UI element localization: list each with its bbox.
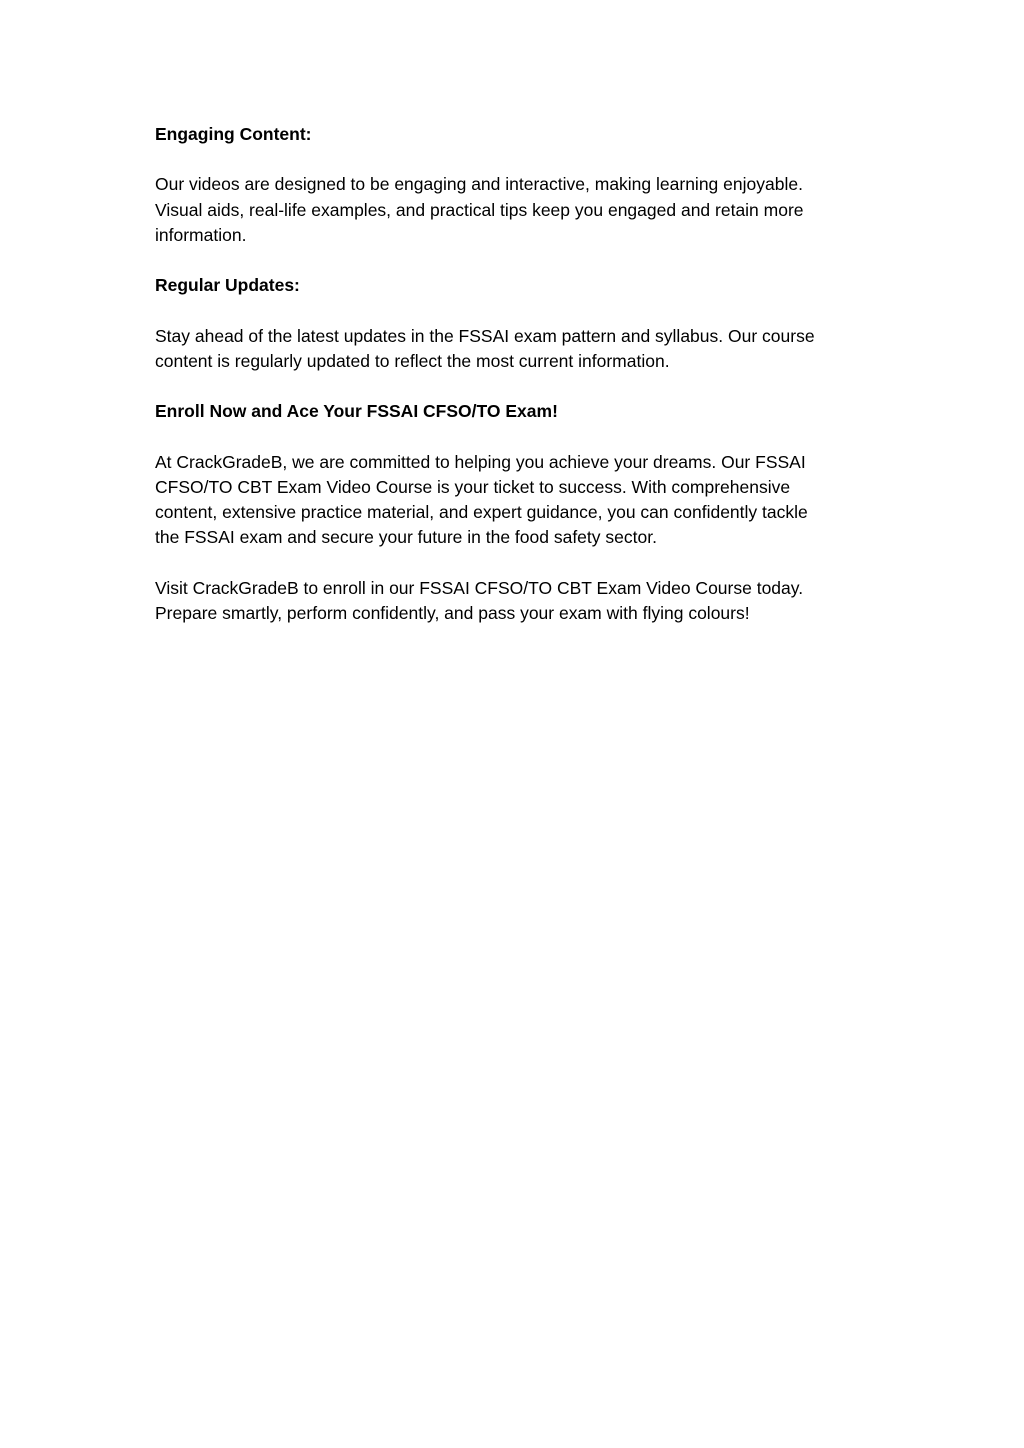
paragraph-line: content is regularly updated to reflect the most current information.	[155, 350, 670, 371]
paragraph-line: Prepare smartly, perform confidently, and pass your exam with flying colours!	[155, 602, 750, 623]
paragraph-line: information.	[155, 224, 247, 245]
paragraph-line: Our videos are designed to be engaging and interactive, making learning enjoyable.	[155, 174, 803, 195]
section-heading-engaging-content: Engaging Content:	[155, 124, 312, 144]
paragraph-engaging-content	[155, 172, 885, 248]
section-heading-enroll-now: Enroll Now and Ace Your FSSAI CFSO/TO Exam!	[155, 401, 558, 422]
paragraph-line: At CrackGradeB, we are committed to helping you achieve your dreams. Our FSSAI	[155, 451, 806, 472]
paragraph-line: Stay ahead of the latest updates in the FSSAI exam pattern and syllabus. Our course	[155, 325, 815, 346]
paragraph-line: Visual aids, real-life examples, and practical tips keep you engaged and retain more	[155, 199, 804, 220]
paragraph-crackgradeb-commitment	[155, 450, 885, 551]
paragraph-line: CFSO/TO CBT Exam Video Course is your ticket to success. With comprehensive	[155, 476, 791, 497]
paragraph-visit-crackgradeb	[155, 576, 885, 626]
document-body	[155, 122, 885, 651]
paragraph-line: the FSSAI exam and secure your future in the food safety sector.	[155, 527, 657, 548]
section-heading-regular-updates: Regular Updates:	[155, 275, 300, 296]
paragraph-line: Visit CrackGradeB to enroll in our FSSAI CFSO/TO CBT Exam Video Course today.	[155, 577, 804, 598]
paragraph-line: content, extensive practice material, and expert guidance, you can confidently tackle	[155, 501, 808, 522]
paragraph-regular-updates	[155, 324, 885, 374]
